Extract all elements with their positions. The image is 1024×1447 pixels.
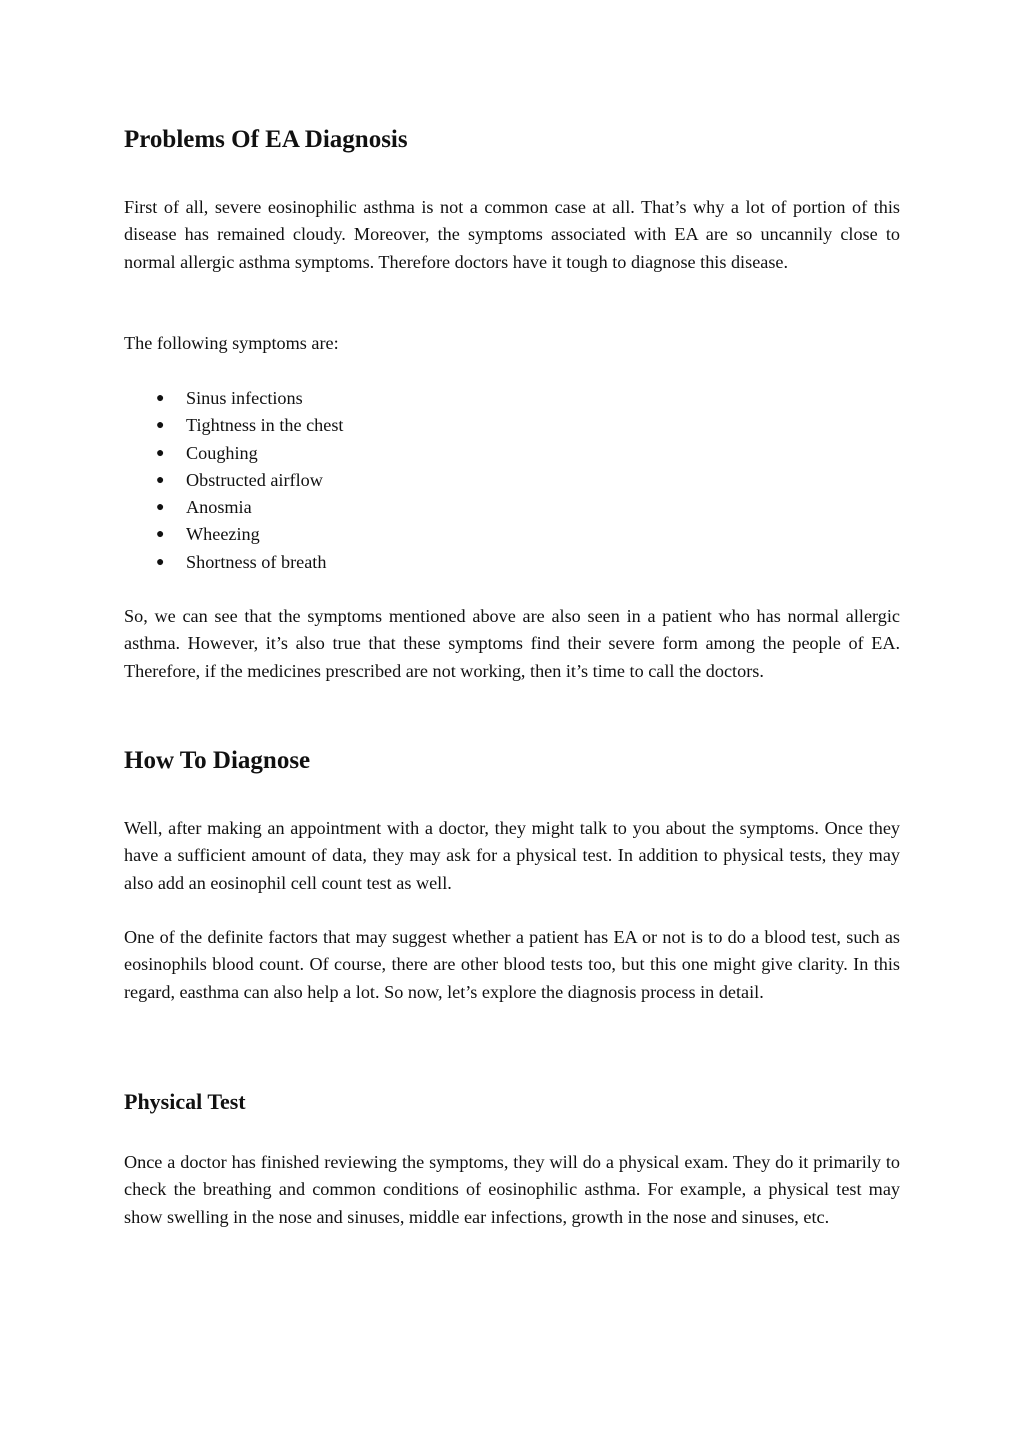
paragraph-problems-conclusion: So, we can see that the symptoms mentioned above are also seen in a patient who has normal allergic asthma. However, it’s also true that these symptoms find their severe form among the people of EA. Therefore, if the medicines prescribed are not working, then it’s time to call the doctors. xyxy=(124,606,900,681)
bullet-icon: ● xyxy=(156,472,165,488)
list-item xyxy=(124,494,343,521)
list-item-label: Shortness of breath xyxy=(186,551,327,572)
bullet-icon: ● xyxy=(156,445,165,461)
paragraph-diagnose-1: Well, after making an appointment with a doctor, they might talk to you about the symptoms. Once they have a sufficient amount of data, they may ask for a physical test. In addition to physical tests, they may also add an eosinophil cell count test as well. xyxy=(124,818,900,893)
list-item xyxy=(124,385,343,412)
symptoms-list xyxy=(124,385,343,576)
list-item xyxy=(124,521,343,548)
bullet-icon: ● xyxy=(156,527,165,543)
list-item-label: Tightness in the chest xyxy=(186,415,344,436)
heading-how-to-diagnose: How To Diagnose xyxy=(124,747,311,774)
list-item-label: Coughing xyxy=(186,442,258,463)
paragraph-symptoms-list-intro: The following symptoms are: xyxy=(124,333,339,353)
paragraph-problems-intro: First of all, severe eosinophilic asthma is not a common case at all. That’s why a lot of portion of this disease has remained cloudy. Moreover, the symptoms associated with EA are so uncannily close to normal allergic asthma symptoms. Therefore doctors have it tough to diagnose this disease. xyxy=(124,197,900,272)
paragraph-physical-test: Once a doctor has finished reviewing the symptoms, they will do a physical exam. They do it primarily to check the breathing and common conditions of eosinophilic asthma. For example, a physical test may show swelling in the nose and sinuses, middle ear infections, growth in the nose and sinuses, etc. xyxy=(124,1152,900,1227)
list-item xyxy=(124,549,343,576)
list-item-label: Sinus infections xyxy=(186,388,303,408)
bullet-icon: ● xyxy=(156,554,165,570)
list-item-label: Obstructed airflow xyxy=(186,469,323,490)
heading-physical-test: Physical Test xyxy=(124,1089,246,1114)
list-item xyxy=(124,412,343,439)
bullet-icon: ● xyxy=(156,418,165,434)
list-item-label: Anosmia xyxy=(186,497,252,518)
bullet-icon: ● xyxy=(156,500,165,516)
bullet-icon: ● xyxy=(156,391,165,406)
heading-problems-of-ea-diagnosis: Problems Of EA Diagnosis xyxy=(124,126,408,153)
paragraph-diagnose-2: One of the definite factors that may suggest whether a patient has EA or not is to do a blood test, such as eosinophils blood count. Of course, there are other blood tests too, but this one might give clarity. In this regard, easthma can also help a lot. So now, let’s explore the diagnosis process in detail. xyxy=(124,927,900,1002)
list-item xyxy=(124,440,343,467)
list-item xyxy=(124,467,343,494)
list-item-label: Wheezing xyxy=(186,524,260,545)
